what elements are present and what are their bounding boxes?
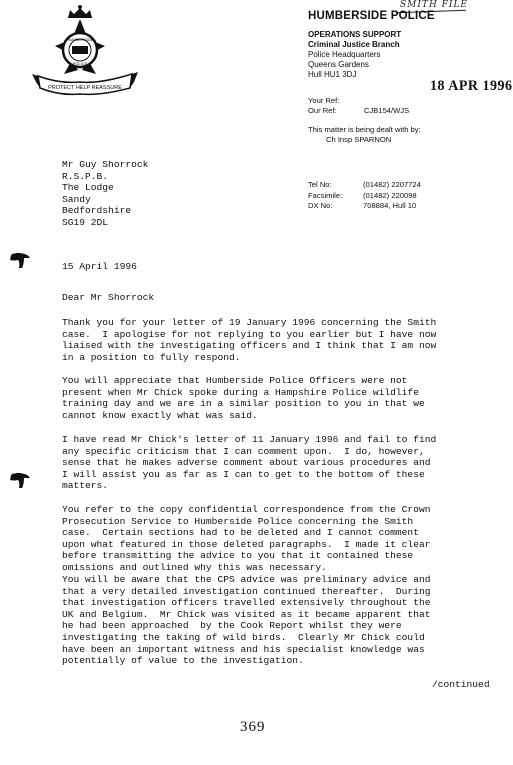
tel-label: Tel No:	[308, 180, 332, 189]
dealt-with-by	[308, 125, 421, 145]
city: Hull HU1 3DJ	[308, 70, 357, 79]
salutation: Dear Mr Shorrock	[62, 292, 155, 303]
punch-hole-mark	[6, 468, 34, 490]
body-paragraph: You will be aware that the CPS advice was preliminary advice and that a very detailed investigation continued thereafter. During that investigation officers travelled extensively throughout the UK and Belgium. Mr Chick was visited as it became apparent that he had been approached by the Cook Report whilst they were investigating the taking of wild birds. Clearly Mr Chick could have been an important witness and his specialist knowledge was potentially of value to the investigation.	[62, 574, 431, 667]
dealt-name: Ch Insp SPARNON	[326, 135, 392, 144]
received-date-stamp: 18 APR 1996	[430, 78, 513, 95]
crest-scroll-text: PROTECT HELP REASSURE	[48, 85, 122, 91]
contact-details	[308, 180, 421, 212]
references	[308, 96, 409, 115]
street: Queens Gardens	[308, 60, 369, 69]
dx-value: 708884, Hull 10	[363, 201, 417, 210]
letter-date: 15 April 1996	[62, 261, 137, 272]
force-name: HUMBERSIDE POLICE	[308, 10, 435, 22]
headquarters: Police Headquarters	[308, 50, 381, 59]
recipient-address: Mr Guy Shorrock R.S.P.B. The Lodge Sandy Bedfordshire SG19 2DL	[62, 159, 149, 228]
crest-text-left: HUMBERSIDE	[66, 37, 94, 42]
punch-hole-mark	[6, 248, 34, 270]
your-ref-label: Your Ref:	[308, 96, 340, 105]
body-paragraph: Thank you for your letter of 19 January 1996 concerning the Smith case. I apologise for not replying to you earlier but I have now liaised with the investigating officers and I think that I am now in a position to fully respond.	[62, 317, 437, 363]
branch: Criminal Justice Branch	[308, 40, 400, 49]
sender-address	[308, 30, 401, 80]
body-paragraph: You refer to the copy confidential correspondence from the Crown Prosecution Service to Humberside Police concerning the Smith case. Certain sections had to be deleted and I cannot comment upon what featured in those deleted paragraphs. I made it clear before transmitting the advice to you that it contained these omissions and outlined why this was necessary.	[62, 504, 431, 573]
fax-label: Facsimile:	[308, 190, 343, 200]
crest-text-center: POLICE	[72, 61, 88, 66]
body-paragraph: I have read Mr Chick's letter of 11 January 1996 and fail to find any specific criticism that I can comment upon. I do, however, sense that he makes adverse comment about various procedures and I will assist you as far as I can to get to the bottom of these matters.	[62, 434, 437, 492]
our-ref-value: CJB154/WJS	[364, 105, 410, 115]
body-paragraph: You will appreciate that Humberside Police Officers were not present when Mr Chick spoke during a Hampshire Police wildlife training day and we are in a similar position to you in that we cannot know exactly what was said.	[62, 375, 425, 421]
dealt-label: This matter is being dealt with by:	[308, 125, 421, 134]
tel-value: (01482) 2207724	[363, 180, 421, 189]
department: OPERATIONS SUPPORT	[308, 30, 402, 39]
page-number: 369	[240, 719, 266, 735]
fax-value: (01482) 220098	[363, 190, 417, 200]
dx-label: DX No:	[308, 201, 333, 210]
file-annotation: SMITH FILE	[400, 0, 468, 10]
police-crest-logo	[30, 4, 140, 104]
our-ref-label: Our Ref:	[308, 105, 337, 115]
continued-marker: /continued	[432, 679, 490, 690]
